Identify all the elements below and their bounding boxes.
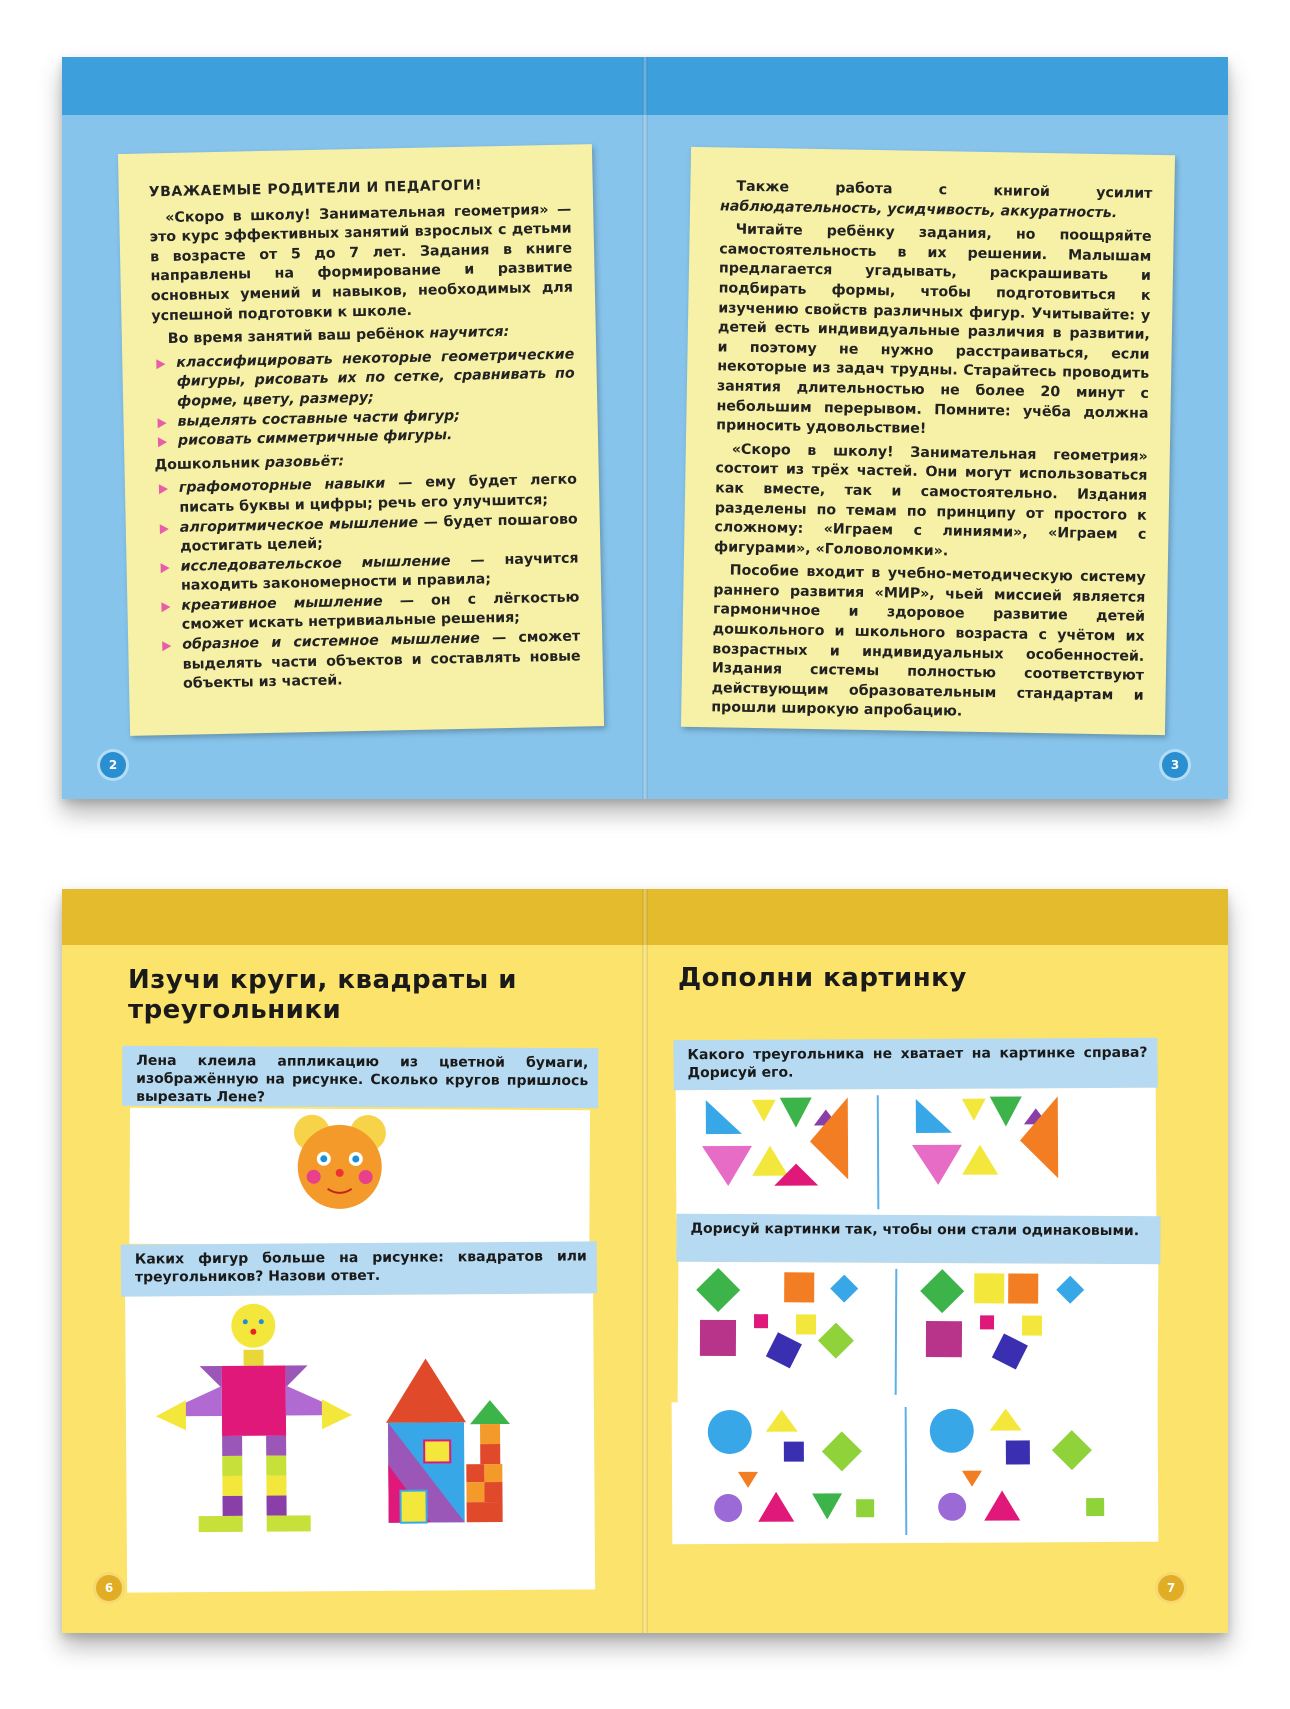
- list-item: выделять составные части фигур;: [153, 404, 575, 432]
- task-card: [122, 1046, 599, 1190]
- develop-list: [155, 471, 581, 695]
- note-heading: УВАЖАЕМЫЕ РОДИТЕЛИ И ПЕДАГОГИ!: [148, 177, 483, 201]
- page-title-left: Изучи круги, квадраты и треугольники: [128, 965, 518, 1025]
- top-book-spread: [62, 57, 1228, 799]
- page-title-right: Дополни картинку: [678, 963, 967, 993]
- squares-picture-pair: [678, 1262, 1159, 1407]
- task-question: Какого треугольника не хватает на картинке справа? Дорисуй его.: [673, 1038, 1157, 1091]
- task-picture-panel: [678, 1262, 1159, 1407]
- list-item: креативное мышление — он с лёгкостью сможет искать нетривиальные решения;: [157, 588, 580, 636]
- task-question: Лена клеила аппликацию из цветной бумаги, изображённую на рисунке. Сколько кругов пришлось вырезать Лене?: [122, 1046, 598, 1108]
- book-gutter: [642, 889, 648, 1633]
- task-picture-panel: [676, 1088, 1157, 1221]
- page-number-right: 3: [1162, 752, 1188, 778]
- bottom-book-spread: [62, 889, 1228, 1633]
- page-number-right: 7: [1158, 1575, 1184, 1601]
- learn-lead: Во время занятий ваш ребёнок: [167, 325, 430, 348]
- parents-note-left: [118, 144, 604, 736]
- task-card: [121, 1241, 600, 1604]
- note-paragraph: Также работа с книгой усилит: [736, 178, 1153, 202]
- task-picture-panel: [672, 1400, 1159, 1545]
- develop-lead-em: разовьёт:: [264, 453, 345, 471]
- list-item: графомоторные навыки — ему будет легко писать буквы и цифры; речь его улучшится;: [155, 471, 578, 519]
- task-card: [672, 1400, 1159, 1553]
- parents-note-right: [681, 147, 1175, 735]
- list-item: классифицировать некоторые геометрические фигуры, рисовать их по сетке, сравнивать по форме, цвету, размеру;: [152, 345, 575, 413]
- note-paragraph: Читайте ребёнку задания, но поощряйте самостоятельность в их решении. Малышам предлагается угадывать, раскрашивать и подбирать формы, чтобы подготовиться к изучению свойств различных фигур. Учитывайте: у детей есть индивидуальные различия в развитии, и поэтому не нужно расстраиваться, если некоторые из задач трудны. Старайтесь проводить занятия длительностью не более 20 минут с небольшим перерывом. Помните: учёба должна приносить удовольствие!: [716, 221, 1152, 438]
- note-paragraph: «Скоро в школу! Занимательная геометрия» состоит из трёх частей. Они могут использоваться как вместе, так и самостоятельно. Издания разделены по темам по принципу от простого к сложному: «Играем с линиями», «Играем с фигурами», «Головоломки».: [713, 441, 1148, 560]
- learn-list: [152, 345, 576, 452]
- face-applique-picture: [129, 1108, 590, 1246]
- list-item: рисовать симметричные фигуры.: [154, 424, 576, 452]
- mixed-shapes-picture-pair: [672, 1400, 1159, 1545]
- develop-lead: Дошкольник: [154, 454, 266, 474]
- task-question: Дорисуй картинки так, чтобы они стали одинаковыми.: [676, 1214, 1160, 1265]
- note-intro: «Скоро в школу! Занимательная геометрия» — это курс эффективных занятий взрослых с детьми в возрасте от 5 до 7 лет. Задания в книге направлены на формирование и развитие основных умений и навыков, необходимых для успешной подготовки к школе.: [149, 201, 574, 324]
- task-question: Каких фигур больше на рисунке: квадратов или треугольников? Назови ответ.: [121, 1241, 597, 1296]
- note-paragraph: Пособие входит в учебно-методическую систему раннего развития «МИР», чьей миссией является гармоничное и здоровое развитие детей дошкольного и школьного возраста с учётом их возрастных и индивидуальных особенностей. Издания системы полностью соответствуют действующим образовательным стандартам и прошли широкую апробацию.: [711, 562, 1146, 721]
- robot-and-house-picture: [125, 1293, 595, 1592]
- book-gutter: [642, 57, 648, 799]
- task-picture-panel: [125, 1293, 595, 1592]
- task-picture-panel: [129, 1108, 590, 1246]
- list-item: исследовательское мышление — научится находить закономерности и правила;: [156, 549, 579, 597]
- page-number-left: 2: [100, 752, 126, 778]
- learn-lead-em: научится:: [429, 324, 510, 342]
- page-number-left: 6: [96, 1575, 122, 1601]
- list-item: образное и системное мышление — сможет выделять части объектов и составлять новые объекты из частей.: [158, 628, 581, 696]
- note-emphasis: наблюдательность, усидчивость, аккуратность.: [719, 197, 1118, 221]
- list-item: алгоритмическое мышление — будет пошагово достигать целей;: [156, 510, 579, 558]
- triangle-picture-pair: [676, 1088, 1157, 1221]
